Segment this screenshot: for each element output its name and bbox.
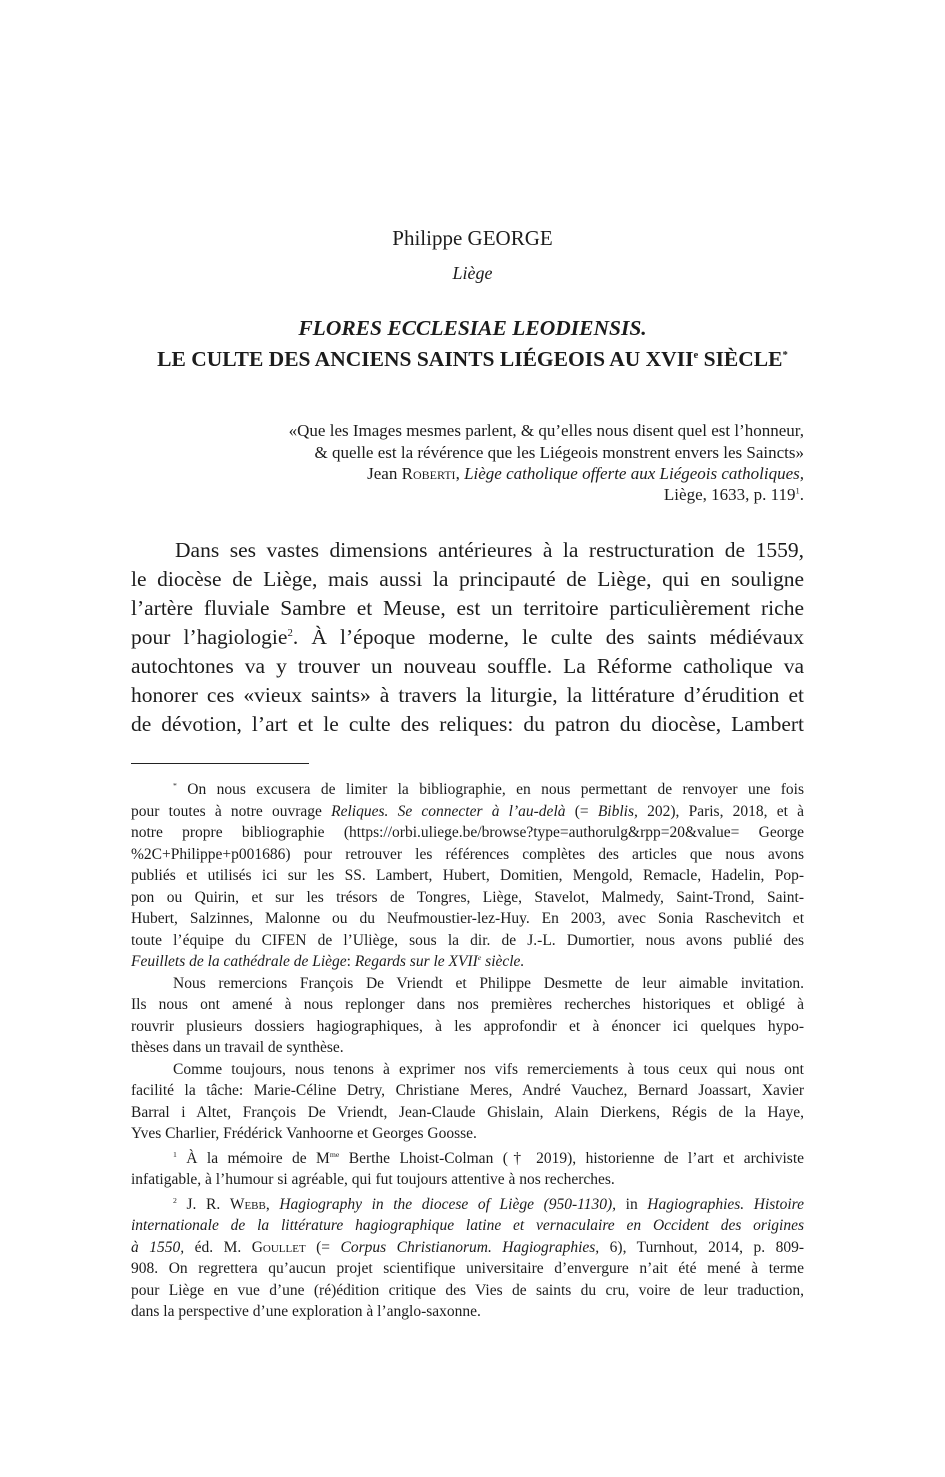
footnote-separator — [131, 763, 309, 764]
footnote-line: %2C+Philippe+p001686) pour retrouver les références complètes des articles que nous avons — [131, 845, 804, 863]
footnote-ref[interactable]: * — [782, 348, 788, 361]
footnote-line: toute l’équipe du CIFEN de l’Uliège, sous la dir. de J.-L. Dumortier, nous avons publié des — [131, 931, 804, 949]
footnotes — [131, 779, 804, 1323]
epigraph-source: Liège, 1633, p. $119^1$. — [663, 485, 804, 504]
footnote-line: pour toutes à notre ouvrage Reliques. Se connecter à l’au-delà (= Biblis, 202), Paris, 2018, et à — [131, 802, 805, 820]
footnote-line: publiés et utilisés ici sur les SS. Lambert, Hubert, Domitien, Mengold, Remacle, Hadelin, Pop- — [131, 867, 804, 884]
epigraph-line: «Que les Images mesmes parlent, & qu’elles nous disent quel est l’honneur, — [288, 421, 804, 440]
footnote-line: * On nous excusera de limiter la bibliographie, en nous permettant de renvoyer une fois — [173, 780, 804, 798]
body-line: autochtones va y trouver un nouveau souffle. La Réforme catholique va — [131, 654, 804, 678]
body-line: pour l’hagiologie$^2$. À l’époque moderne, le culte des saints médiévaux — [131, 625, 804, 649]
footnote-line: à 1550, éd. M. Goullet (= Corpus Christianorum. Hagiographies, 6), Turnhout, 2014, p. 809- — [131, 1238, 805, 1256]
footnote-line: pon ou Quirin, et sur les trésors de Tongres, Liège, Stavelot, Malmedy, Saint-Trond, Saint- — [131, 888, 804, 906]
body-line: Dans ses vastes dimensions antérieures à la restructuration de 1559, — [175, 538, 804, 562]
footnote-line: Ils nous ont amené à nous replonger dans nos premières recherches historiques et obligé à — [131, 996, 804, 1013]
footnote-line: Nous remercions François De Vriendt et Philippe Desmette de leur aimable invitation. — [173, 974, 804, 992]
footnote-line: $^2$ J. R. Webb, Hagiography in the diocese of Liège (950-1130), in Hagiographies. Histoire — [173, 1195, 805, 1213]
footnote-line: $^1$ À la mémoire de $M^{me}$ Berthe Lhoist-Colman († 2019), historienne de l’art et archiviste — [173, 1149, 805, 1167]
footnote-line: Comme toujours, nous tenons à exprimer nos vifs remerciements à tous ceux qui nous ont — [173, 1060, 804, 1078]
footnote-line: internationale de la littérature hagiographique latine et vernaculaire en Occident des origines — [131, 1217, 804, 1234]
body-line: honorer ces «vieux saints» à travers la liturgie, la littérature d’érudition et — [131, 683, 804, 707]
footnote-ref[interactable]: 2 — [287, 626, 293, 639]
footnote-line: notre propre bibliographie (https://orbi.uliege.be/browse?type=authorulg&rpp=20&value= George — [131, 824, 804, 841]
epigraph-line: & quelle est la révérence que les Liégeois monstrent envers les Saincts» — [314, 443, 804, 462]
author-affiliation: Liège — [452, 263, 493, 283]
footnote-line: thèses dans un travail de synthèse. — [131, 1039, 344, 1056]
author-name: Philippe GEORGE — [392, 226, 553, 250]
footnote-line: Feuillets de la cathédrale de Liège: Regards sur le XVIIe siècle. — [131, 952, 525, 970]
body-line: de dévotion, l’art et le culte des reliques: du patron du diocèse, Lambert — [131, 712, 804, 736]
footnote-line: pour Liège en vue d’une (ré)édition critique des Vies de saints du cru, voire de leur traduction, — [131, 1281, 804, 1299]
footnote-line: infatigable, à l’humour si agréable, qui fut toujours attentive à nos recherches. — [131, 1171, 615, 1188]
article-title-line2: LE CULTE DES ANCIENS SAINTS LIÉGEOIS AU XVIIe SIÈCLE* — [157, 347, 788, 371]
body-paragraph — [131, 536, 804, 739]
footnote-line: rouvrir plusieurs dossiers hagiographiques, à les approfondir et à énoncer ici quelques hypo- — [131, 1017, 804, 1035]
footnote-line: 908. On regrettera qu’aucun projet scientifique universitaire d’envergure n’ait été mené à terme — [131, 1260, 804, 1277]
footnote-line: Barral i Altet, François De Vriendt, Jean-Claude Ghislain, Alain Dierkens, Régis de la Haye, — [131, 1103, 804, 1121]
footnote-line: dans la perspective d’une exploration à l’anglo-saxonne. — [131, 1303, 481, 1320]
epigraph-attribution: Jean Roberti, Liège catholique offerte aux Liégeois catholiques, — [367, 464, 804, 483]
footnote-line: Hubert, Salzinnes, Malonne ou du Neufmoustier-lez-Huy. En 2003, avec Sonia Raschevitch et — [131, 910, 804, 927]
body-line: le diocèse de Liège, mais aussi la principauté de Liège, qui en souligne — [131, 567, 804, 591]
body-line: l’artère fluviale Sambre et Meuse, est un territoire particulièrement riche — [131, 596, 804, 620]
footnote-ref[interactable]: 1 — [795, 485, 800, 496]
footnote-line: Yves Charlier, Frédérick Vanhoorne et Georges Goosse. — [131, 1125, 477, 1142]
footnote-line: facilité la tâche: Marie-Céline Detry, Christiane Meres, André Vauchez, Bernard Joassart, Xavier — [131, 1082, 804, 1099]
article-title-line1: FLORES ECCLESIAE LEODIENSIS. — [298, 316, 647, 340]
